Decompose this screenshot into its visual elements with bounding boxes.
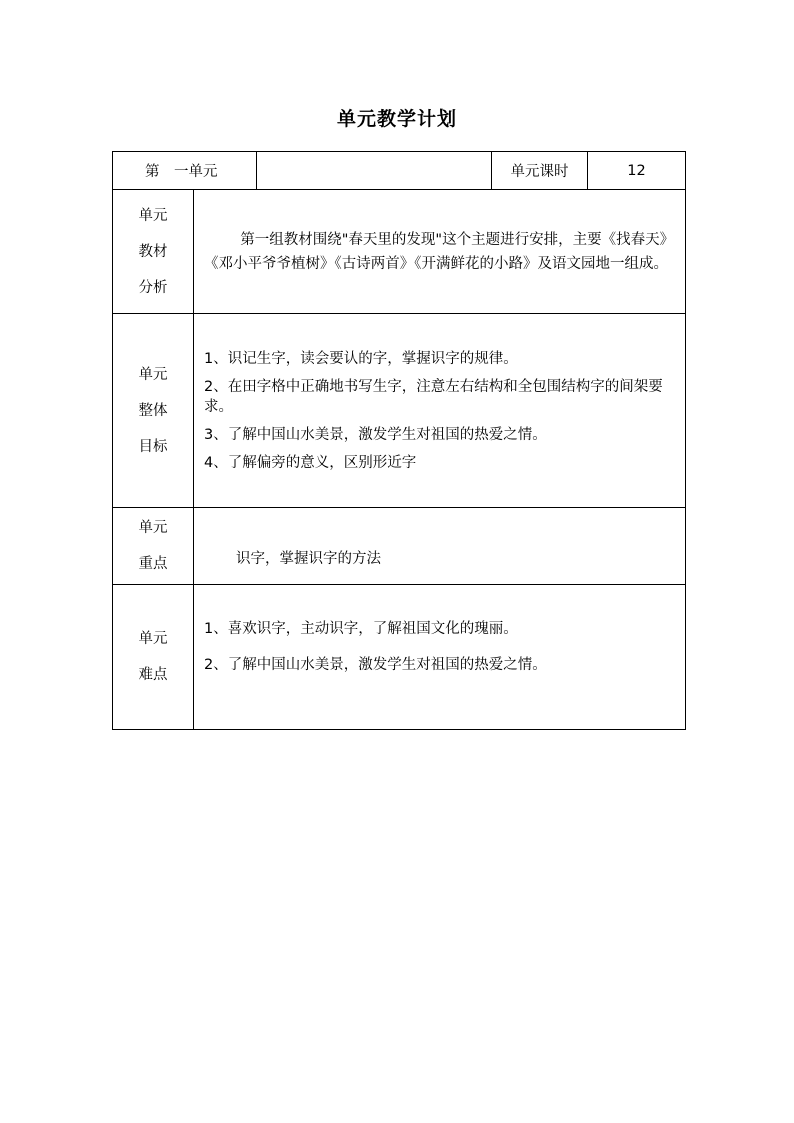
difficulties-label [113,585,194,730]
goals-row [113,314,686,508]
key-points-content [194,508,686,585]
label-line: 单元 [138,520,168,536]
key-points-text: 识字，掌握识字的方法 [236,550,381,567]
label-line: 单元 [138,366,168,383]
goal-item: 3、了解中国山水美景，激发学生对祖国的热爱之情。 [204,426,547,443]
goal-item: 4、了解偏旁的意义，区别形近字 [204,454,417,471]
label-line: 教材 [138,243,168,260]
difficulty-item: 2、了解中国山水美景，激发学生对祖国的热爱之情。 [204,657,547,673]
analysis-label [113,190,194,314]
goals-content [194,314,686,508]
analysis-text: 第一组教材围绕"春天里的发现"这个主题进行安排，主要《找春天》《邓小平爷爷植树》《古诗两首》《开满鲜花的小路》及语文园地一组成。 [204,231,675,272]
goals-label [113,314,194,508]
analysis-content [194,190,686,314]
plan-table [112,151,686,730]
header-row [113,152,686,190]
label-line: 分析 [138,279,168,296]
label-line: 重点 [138,556,168,572]
goal-item: 2、在田字格中正确地书写生字，注意左右结构和全包围结构字的间架要求。 [204,378,663,415]
difficulties-content [194,585,686,730]
hours-label-cell: 单元课时 [492,152,588,190]
label-line: 整体 [138,402,168,419]
unit-blank-cell [257,152,492,190]
goal-item: 1、识记生字，读会要认的字，掌握识字的规律。 [204,350,518,367]
hours-value-cell: 12 [588,152,686,190]
difficulty-item: 1、喜欢识字，主动识字，了解祖国文化的瑰丽。 [204,621,518,637]
label-line: 难点 [138,667,168,683]
label-line: 目标 [138,438,168,455]
key-points-row [113,508,686,585]
page-title: 单元教学计划 [336,108,457,130]
analysis-row [113,190,686,314]
label-line: 单元 [138,207,168,224]
key-points-label [113,508,194,585]
difficulties-row [113,585,686,730]
label-line: 单元 [138,631,168,647]
unit-name-cell: 第 一单元 [113,152,257,190]
